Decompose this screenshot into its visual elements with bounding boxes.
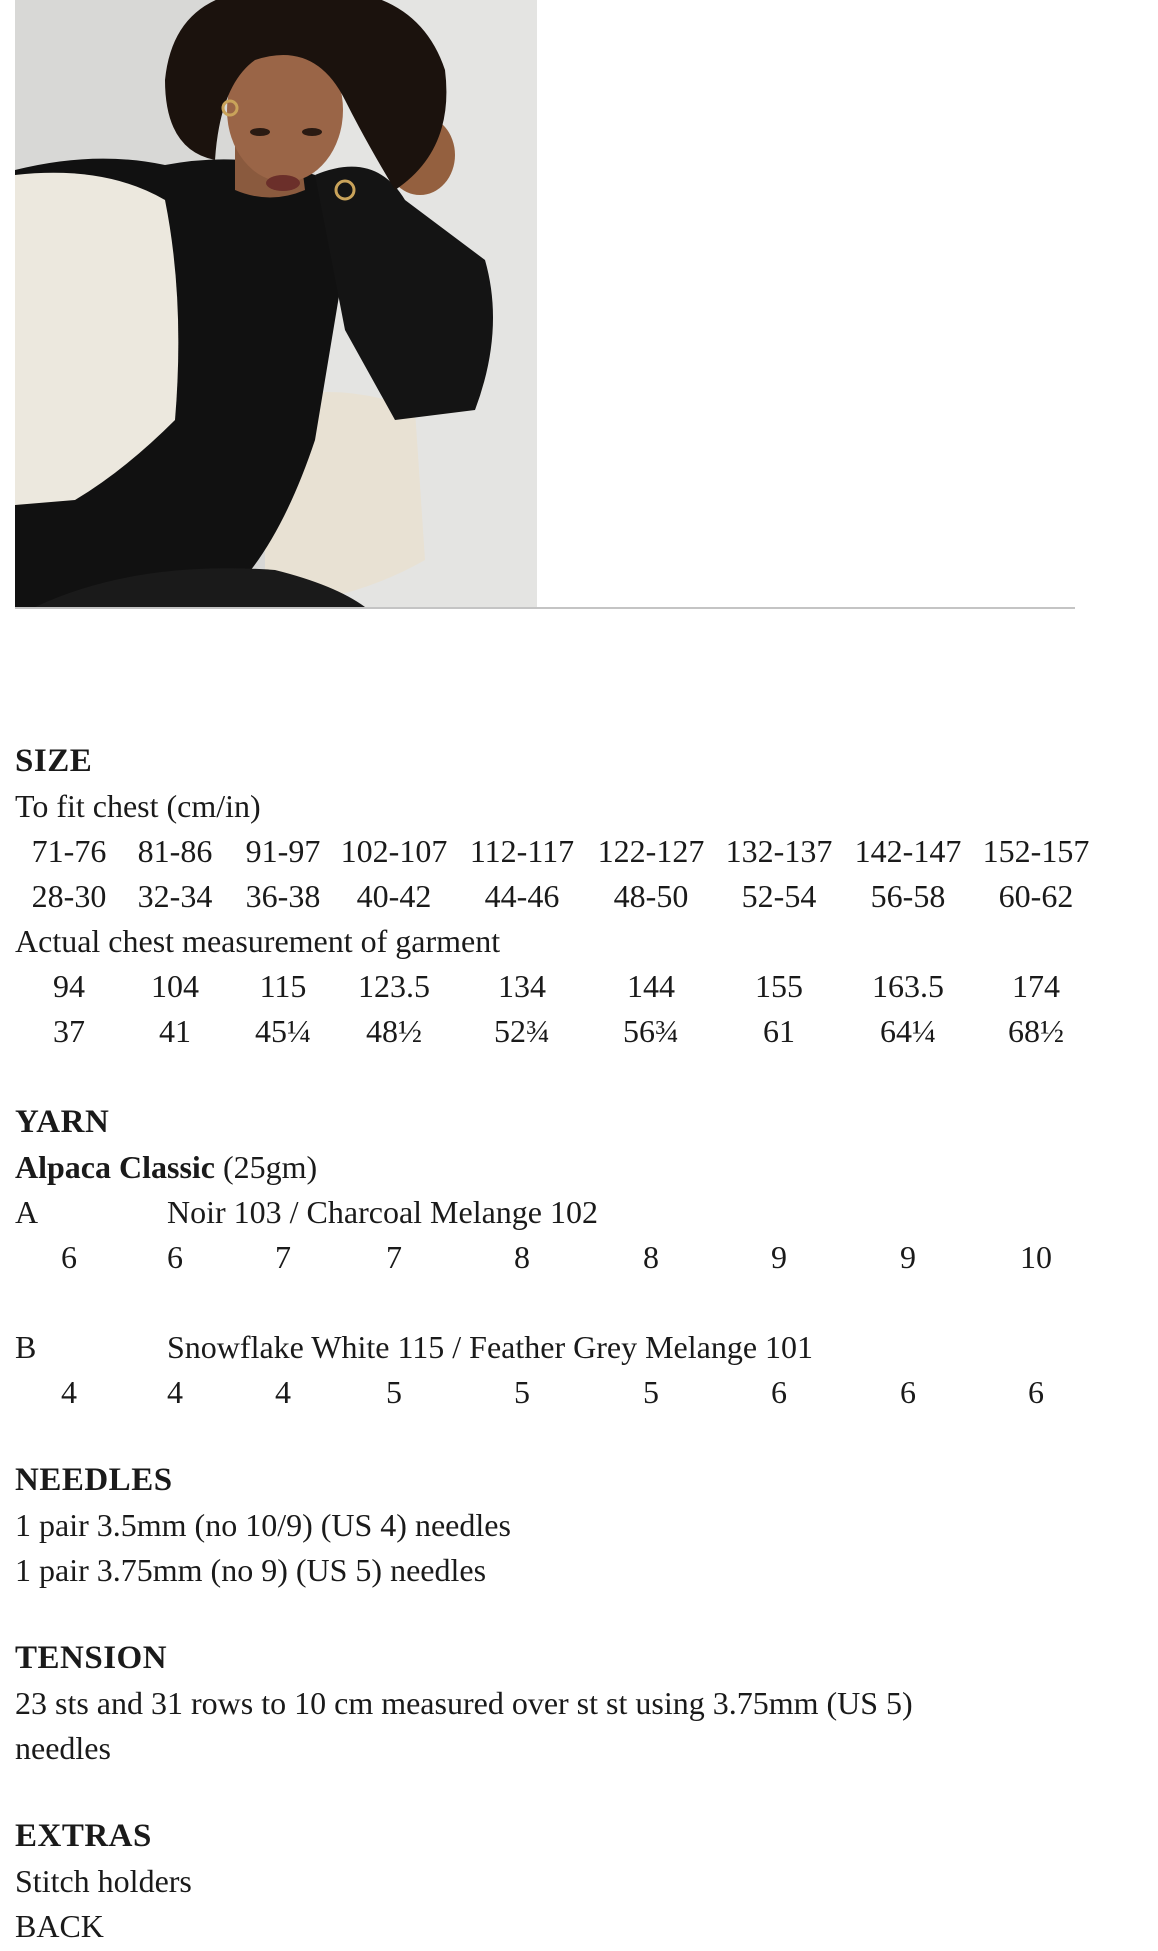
- size-column-cell: 48½: [366, 1013, 422, 1049]
- size-column-cell: 8: [514, 1239, 530, 1275]
- yarn-b-letter: B: [15, 1329, 37, 1365]
- yarn-b-line: [15, 1325, 1135, 1370]
- size-column-cell: 52-54: [741, 878, 817, 914]
- actual-chest-label: Actual chest measurement of garment: [15, 923, 501, 959]
- size-column-cell: 4: [167, 1374, 183, 1410]
- fit-chest-label: To fit chest (cm/in): [15, 788, 261, 824]
- size-column-cell: 10: [1020, 1239, 1052, 1275]
- size-column-cell: 32-34: [137, 878, 213, 914]
- needles-line-2: 1 pair 3.75mm (no 9) (US 5) needles: [15, 1552, 487, 1588]
- size-column-cell: 102-107: [340, 833, 448, 869]
- size-column-cell: 174: [1012, 968, 1060, 1004]
- size-column-cell: 8: [643, 1239, 659, 1275]
- size-column-cell: 9: [900, 1239, 916, 1275]
- size-column-cell: 71-76: [31, 833, 107, 869]
- size-column-cell: 68½: [1008, 1013, 1064, 1049]
- fit-chest-in-row: [15, 874, 1135, 919]
- size-heading: SIZE: [15, 743, 93, 779]
- size-column-cell: 142-147: [854, 833, 962, 869]
- size-column-cell: 91-97: [245, 833, 321, 869]
- extras-line-1: Stitch holders: [15, 1863, 192, 1899]
- size-column-cell: 64¼: [880, 1013, 936, 1049]
- actual-chest-cm-row: [15, 964, 1135, 1009]
- size-column-cell: 94: [53, 968, 85, 1004]
- size-column-cell: 115: [259, 968, 307, 1004]
- yarn-b-quantities-row: [15, 1370, 1135, 1415]
- needles-line-1: 1 pair 3.5mm (no 10/9) (US 4) needles: [15, 1507, 511, 1543]
- size-column-cell: 6: [1028, 1374, 1044, 1410]
- size-column-cell: 5: [514, 1374, 530, 1410]
- pattern-details: [15, 738, 1135, 1949]
- size-column-cell: 56-58: [870, 878, 946, 914]
- size-column-cell: 41: [159, 1013, 191, 1049]
- size-column-cell: 52¾: [494, 1013, 550, 1049]
- back-heading: BACK: [15, 1908, 104, 1944]
- size-column-cell: 28-30: [31, 878, 107, 914]
- size-column-cell: 4: [61, 1374, 77, 1410]
- size-column-cell: 37: [53, 1013, 85, 1049]
- yarn-name: Alpaca Classic: [15, 1149, 215, 1185]
- yarn-a-line: [15, 1190, 1135, 1235]
- size-column-cell: 155: [755, 968, 803, 1004]
- model-photo-illustration: [15, 0, 537, 607]
- size-column-cell: 5: [386, 1374, 402, 1410]
- size-column-cell: 6: [900, 1374, 916, 1410]
- size-column-cell: 163.5: [872, 968, 944, 1004]
- extras-heading: EXTRAS: [15, 1818, 152, 1854]
- size-column-cell: 132-137: [725, 833, 833, 869]
- size-column-cell: 4: [275, 1374, 291, 1410]
- yarn-a-quantities-row: [15, 1235, 1135, 1280]
- yarn-weight: (25gm): [223, 1149, 318, 1185]
- yarn-b-colors: Snowflake White 115 / Feather Grey Melange 101: [167, 1329, 814, 1365]
- size-column-cell: 112-117: [469, 833, 575, 869]
- size-column-cell: 44-46: [484, 878, 560, 914]
- size-column-cell: 81-86: [137, 833, 213, 869]
- yarn-a-colors: Noir 103 / Charcoal Melange 102: [167, 1194, 598, 1230]
- size-column-cell: 6: [167, 1239, 183, 1275]
- size-column-cell: 7: [386, 1239, 402, 1275]
- size-column-cell: 134: [498, 968, 546, 1004]
- size-column-cell: 144: [627, 968, 675, 1004]
- actual-chest-in-row: [15, 1009, 1135, 1054]
- size-column-cell: 5: [643, 1374, 659, 1410]
- fit-chest-cm-row: [15, 829, 1135, 874]
- size-column-cell: 61: [763, 1013, 795, 1049]
- size-column-cell: 9: [771, 1239, 787, 1275]
- size-column-cell: 36-38: [245, 878, 321, 914]
- yarn-name-line: [15, 1145, 1135, 1190]
- size-column-cell: 56¾: [623, 1013, 679, 1049]
- tension-heading: TENSION: [15, 1640, 168, 1676]
- yarn-heading: YARN: [15, 1104, 110, 1140]
- size-column-cell: 104: [151, 968, 199, 1004]
- size-column-cell: 122-127: [597, 833, 705, 869]
- size-column-cell: 123.5: [358, 968, 430, 1004]
- size-column-cell: 60-62: [998, 878, 1074, 914]
- size-column-cell: 6: [771, 1374, 787, 1410]
- size-column-cell: 7: [275, 1239, 291, 1275]
- model-photo: [15, 0, 537, 607]
- size-column-cell: 48-50: [613, 878, 689, 914]
- size-column-cell: 152-157: [982, 833, 1090, 869]
- size-column-cell: 45¼: [255, 1013, 311, 1049]
- tension-line-2: needles: [15, 1730, 111, 1766]
- size-column-cell: 6: [61, 1239, 77, 1275]
- photo-divider: [15, 607, 1075, 609]
- needles-heading: NEEDLES: [15, 1462, 173, 1498]
- size-column-cell: 40-42: [356, 878, 432, 914]
- yarn-a-letter: A: [15, 1194, 39, 1230]
- tension-line-1: 23 sts and 31 rows to 10 cm measured over st st using 3.75mm (US 5): [15, 1685, 913, 1721]
